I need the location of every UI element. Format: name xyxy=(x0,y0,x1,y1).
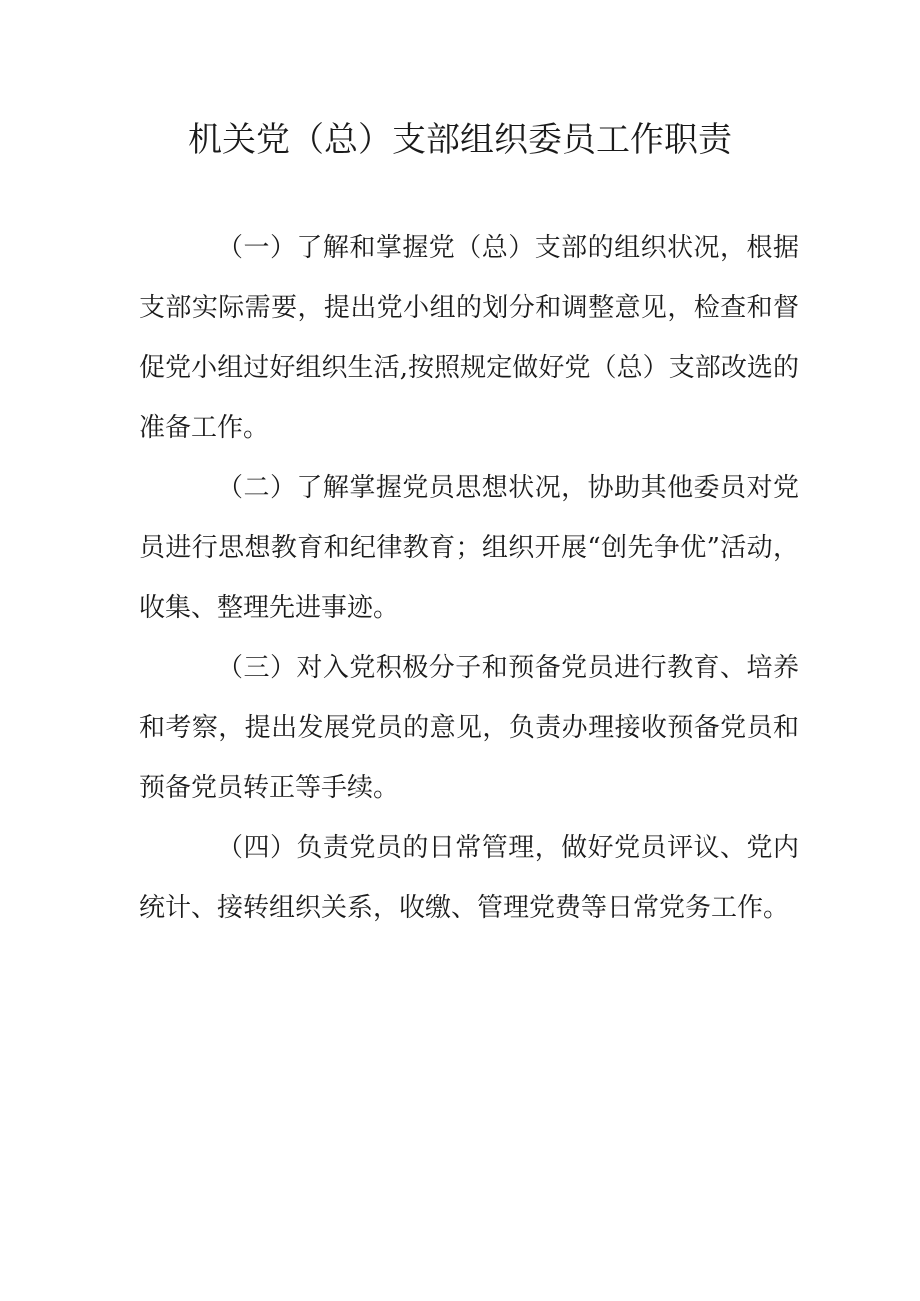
duty-paragraph-3: （三）对入党积极分子和预备党员进行教育、培养和考察，提出发展党员的意见，负责办理接收预备党员和预备党员转正等手续。 xyxy=(139,653,799,803)
duty-paragraph-4: （四）负责党员的日常管理，做好党员评议、党内统计、接转组织关系，收缴、管理党费等日常党务工作。 xyxy=(139,833,799,923)
document-body xyxy=(139,218,799,938)
duty-paragraph-1: （一）了解和掌握党（总）支部的组织状况，根据支部实际需要，提出党小组的划分和调整意见，检查和督促党小组过好组织生活,按照规定做好党（总）支部改选的准备工作。 xyxy=(139,233,799,443)
document-title: 机关党（总）支部组织委员工作职责 xyxy=(188,120,732,160)
duty-paragraph-2: （二）了解掌握党员思想状况，协助其他委员对党员进行思想教育和纪律教育；组织开展“创先争优”活动，收集、整理先进事迹。 xyxy=(139,473,799,623)
